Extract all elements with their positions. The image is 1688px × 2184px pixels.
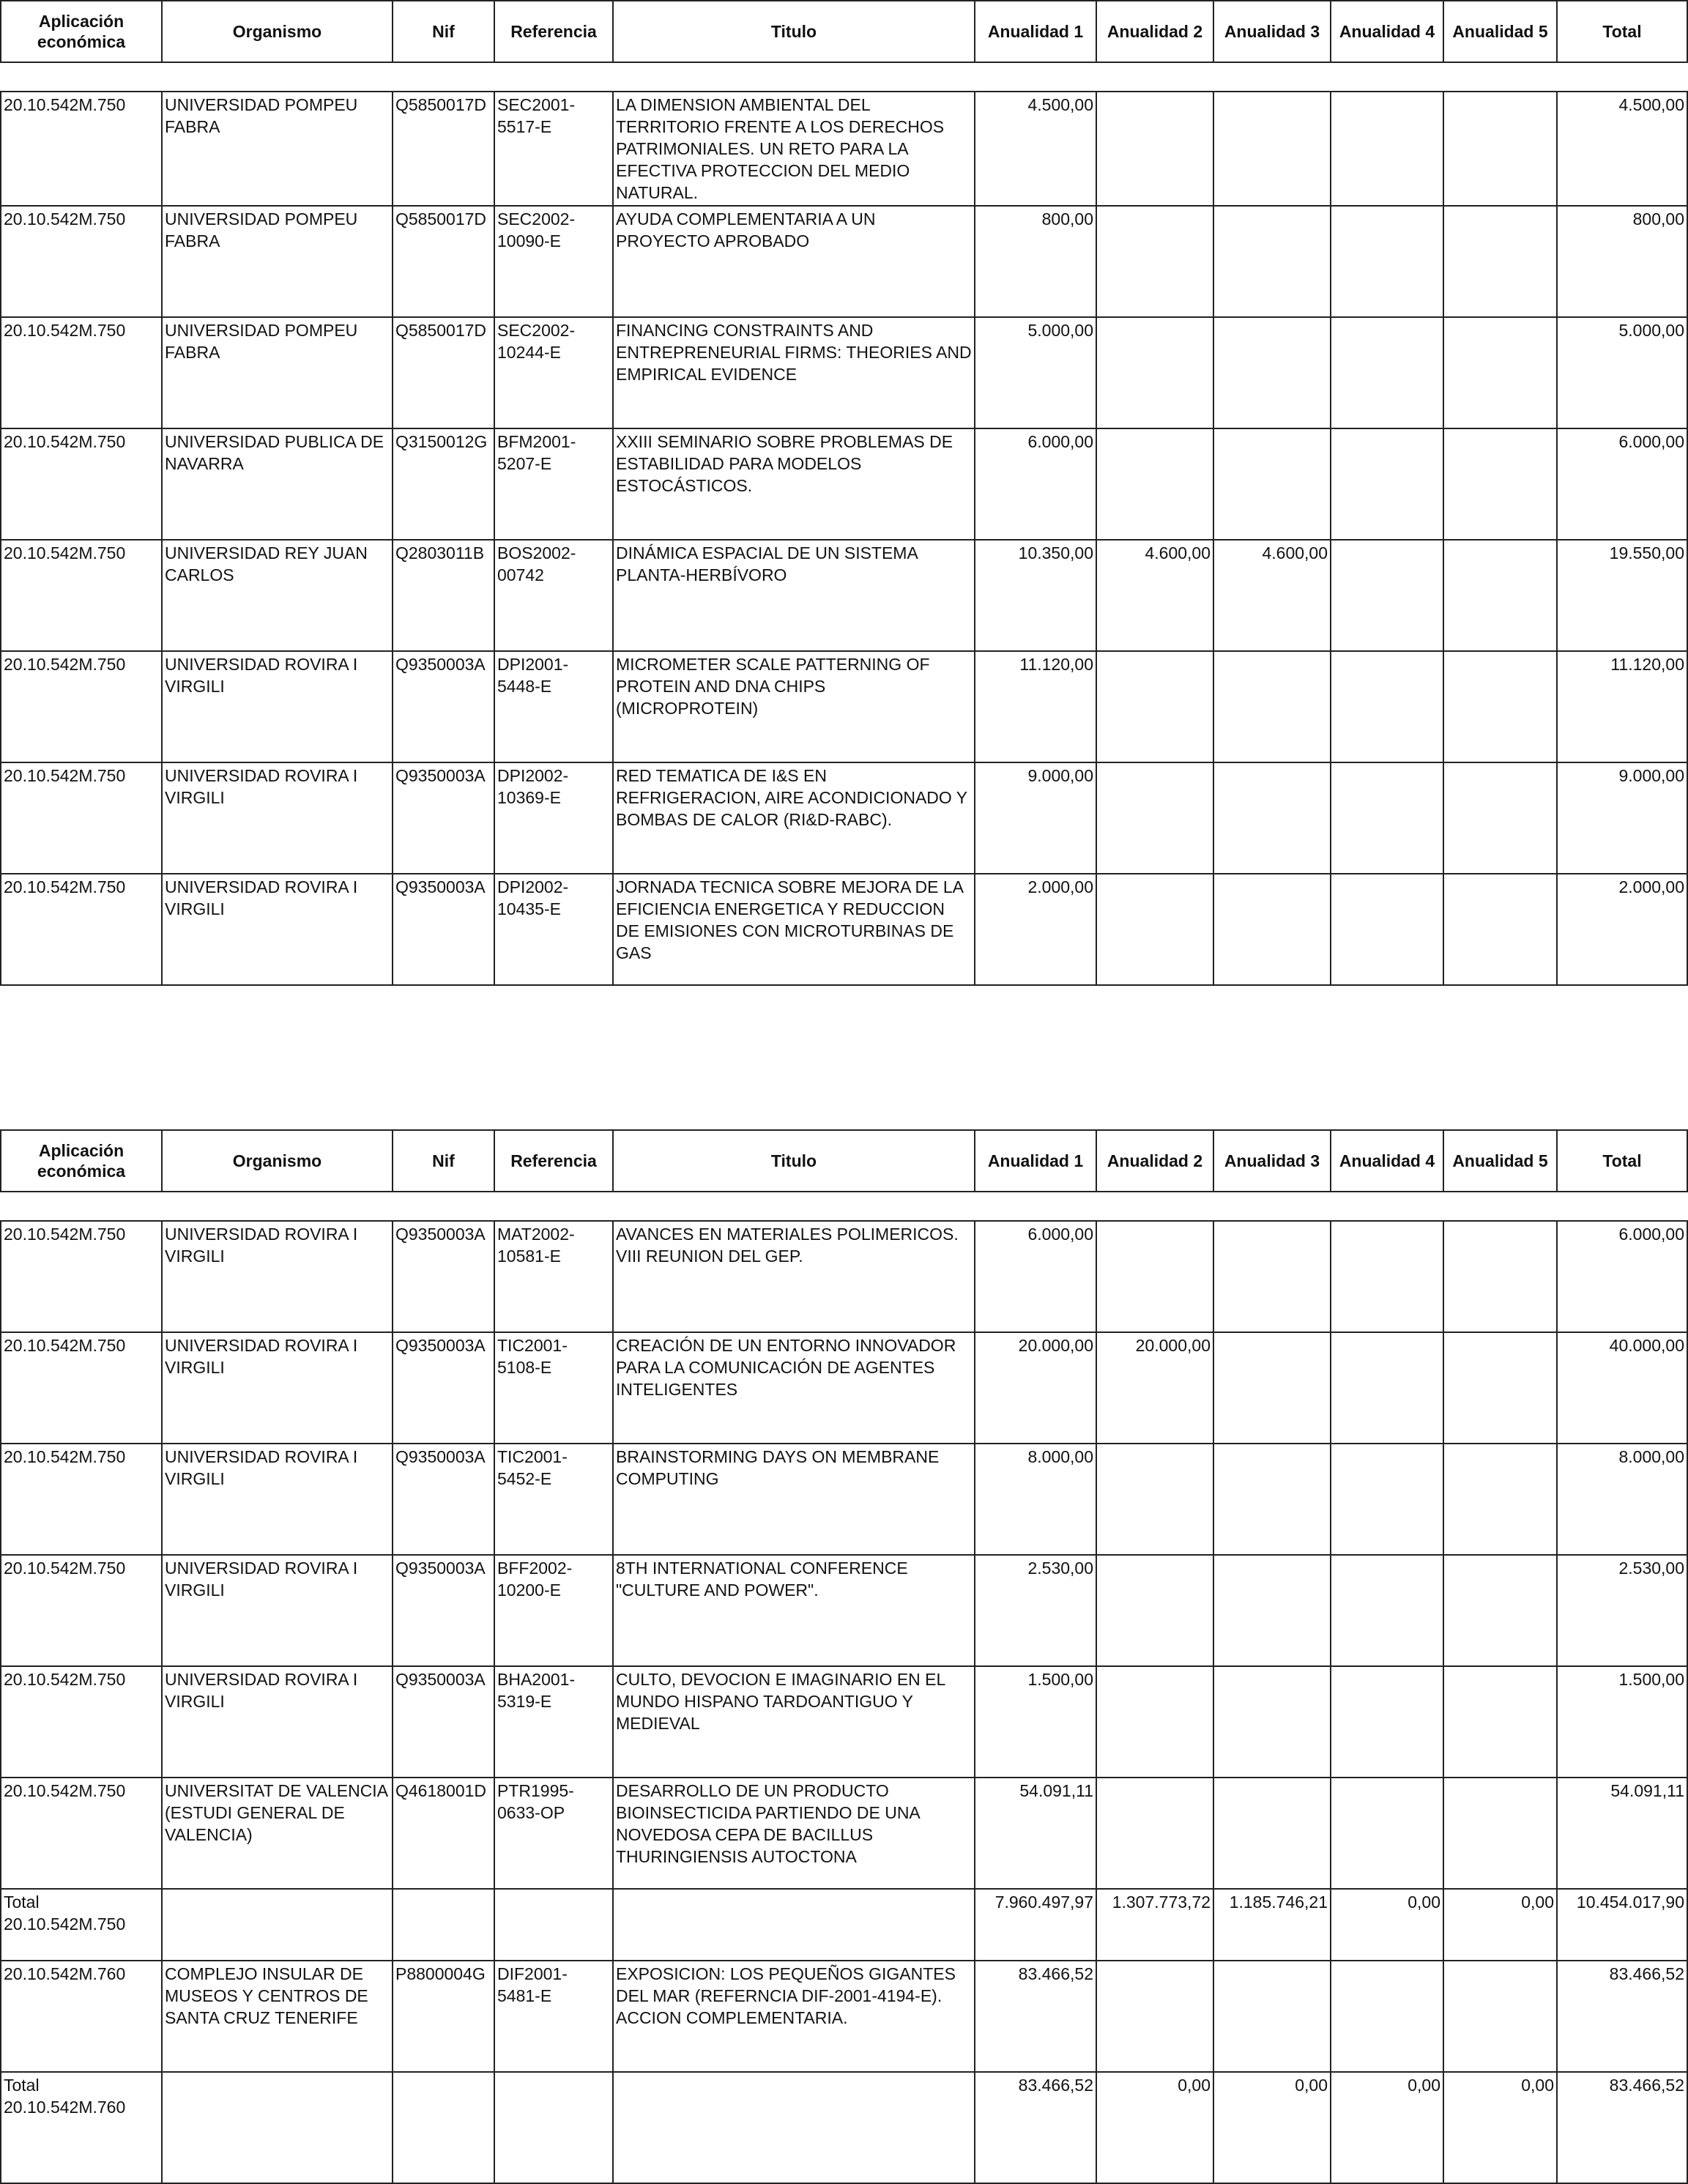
cell-anualidad-4 (1331, 651, 1443, 762)
cell-referencia (494, 1889, 613, 1961)
table-row (1, 428, 1687, 540)
cell-referencia: BFF2002-10200-E (494, 1555, 613, 1666)
cell-titulo: FINANCING CONSTRAINTS AND ENTREPRENEURIAL FIRMS: THEORIES AND EMPIRICAL EVIDENCE (613, 317, 975, 428)
cell-total: 6.000,00 (1557, 428, 1687, 540)
cell-nif (393, 1889, 494, 1961)
cell-anualidad-3 (1213, 874, 1331, 985)
cell-anualidad-4 (1331, 1961, 1443, 2072)
cell-anualidad-2 (1096, 651, 1213, 762)
table-row (1, 92, 1687, 206)
table-row (1, 1961, 1687, 2072)
cell-anualidad-2 (1096, 206, 1213, 317)
cell-referencia: BOS2002-00742 (494, 540, 613, 651)
cell-titulo: LA DIMENSION AMBIENTAL DEL TERRITORIO FRENTE A LOS DERECHOS PATRIMONIALES. UN RETO PARA LA EFECTIVA PROTECCION DEL MEDIO NATURAL. (613, 92, 975, 206)
cell-nif (393, 2072, 494, 2183)
cell-anualidad-1: 54.091,11 (975, 1778, 1096, 1889)
col-header-titulo: Titulo (613, 1130, 975, 1192)
cell-titulo: MICROMETER SCALE PATTERNING OF PROTEIN AND DNA CHIPS (MICROPROTEIN) (613, 651, 975, 762)
cell-anualidad-5 (1443, 651, 1557, 762)
cell-referencia: TIC2001-5452-E (494, 1444, 613, 1555)
header-row (1, 1130, 1687, 1192)
cell-aplicacion: 20.10.542M.750 (1, 1555, 162, 1666)
cell-titulo: DESARROLLO DE UN PRODUCTO BIOINSECTICIDA PARTIENDO DE UNA NOVEDOSA CEPA DE BACILLUS THURINGIENSIS AUTOCTONA (613, 1778, 975, 1889)
col-header-anualidad-1: Anualidad 1 (975, 1, 1096, 62)
cell-titulo: 8TH INTERNATIONAL CONFERENCE "CULTURE AND POWER". (613, 1555, 975, 1666)
cell-nif: Q4618001D (393, 1778, 494, 1889)
cell-aplicacion: 20.10.542M.750 (1, 874, 162, 985)
cell-anualidad-2 (1096, 1778, 1213, 1889)
cell-referencia (494, 2072, 613, 2183)
cell-nif: Q5850017D (393, 92, 494, 206)
cell-anualidad-4 (1331, 1332, 1443, 1444)
cell-nif: Q9350003A (393, 1666, 494, 1778)
table-row (1, 1555, 1687, 1666)
cell-anualidad-1: 1.500,00 (975, 1666, 1096, 1778)
cell-anualidad-2: 0,00 (1096, 2072, 1213, 2183)
cell-total: 2.000,00 (1557, 874, 1687, 985)
cell-aplicacion: Total 20.10.542M.750 (1, 1889, 162, 1961)
table-row (1, 540, 1687, 651)
col-header-anualidad-4: Anualidad 4 (1331, 1130, 1443, 1192)
cell-anualidad-2 (1096, 317, 1213, 428)
col-header-total: Total (1557, 1, 1687, 62)
cell-anualidad-5 (1443, 540, 1557, 651)
col-header-titulo: Titulo (613, 1, 975, 62)
cell-nif: Q9350003A (393, 1332, 494, 1444)
cell-aplicacion: 20.10.542M.750 (1, 1666, 162, 1778)
cell-total: 1.500,00 (1557, 1666, 1687, 1778)
section-1-body (0, 91, 1687, 986)
cell-referencia: BFM2001-5207-E (494, 428, 613, 540)
cell-anualidad-4 (1331, 317, 1443, 428)
cell-nif: Q9350003A (393, 1555, 494, 1666)
cell-anualidad-3 (1213, 651, 1331, 762)
col-header-organismo: Organismo (162, 1130, 393, 1192)
cell-anualidad-3 (1213, 1961, 1331, 2072)
table-row (1, 1332, 1687, 1444)
cell-anualidad-2 (1096, 1221, 1213, 1332)
col-header-referencia: Referencia (494, 1130, 613, 1192)
data-table-2 (0, 1220, 1688, 2184)
cell-total: 4.500,00 (1557, 92, 1687, 206)
cell-anualidad-3 (1213, 1555, 1331, 1666)
cell-total: 19.550,00 (1557, 540, 1687, 651)
cell-anualidad-1: 6.000,00 (975, 1221, 1096, 1332)
cell-organismo: UNIVERSIDAD ROVIRA I VIRGILI (162, 1555, 393, 1666)
table-row (1, 1221, 1687, 1332)
cell-anualidad-5 (1443, 1221, 1557, 1332)
cell-referencia: SEC2002-10244-E (494, 317, 613, 428)
cell-referencia: SEC2001-5517-E (494, 92, 613, 206)
cell-organismo: UNIVERSIDAD PUBLICA DE NAVARRA (162, 428, 393, 540)
cell-anualidad-3: 1.185.746,21 (1213, 1889, 1331, 1961)
cell-referencia: DIF2001-5481-E (494, 1961, 613, 2072)
cell-anualidad-2: 4.600,00 (1096, 540, 1213, 651)
cell-referencia: PTR1995-0633-OP (494, 1778, 613, 1889)
table-row (1, 317, 1687, 428)
cell-anualidad-4 (1331, 762, 1443, 874)
cell-anualidad-1: 83.466,52 (975, 2072, 1096, 2183)
cell-anualidad-3 (1213, 1444, 1331, 1555)
col-header-anualidad-5: Anualidad 5 (1443, 1130, 1557, 1192)
cell-anualidad-5 (1443, 1666, 1557, 1778)
col-header-anualidad-3: Anualidad 3 (1213, 1, 1331, 62)
cell-anualidad-4 (1331, 1555, 1443, 1666)
cell-total: 11.120,00 (1557, 651, 1687, 762)
cell-anualidad-5 (1443, 762, 1557, 874)
cell-anualidad-3: 0,00 (1213, 2072, 1331, 2183)
col-header-anualidad-2: Anualidad 2 (1096, 1, 1213, 62)
cell-titulo: DINÁMICA ESPACIAL DE UN SISTEMA PLANTA-HERBÍVORO (613, 540, 975, 651)
cell-titulo: RED TEMATICA DE I&S EN REFRIGERACION, AIRE ACONDICIONADO Y BOMBAS DE CALOR (RI&D-RABC). (613, 762, 975, 874)
section-2 (0, 1129, 1687, 1192)
cell-anualidad-4 (1331, 1444, 1443, 1555)
cell-anualidad-5 (1443, 317, 1557, 428)
cell-anualidad-4 (1331, 540, 1443, 651)
cell-anualidad-1: 11.120,00 (975, 651, 1096, 762)
cell-anualidad-3 (1213, 1332, 1331, 1444)
cell-total: 5.000,00 (1557, 317, 1687, 428)
col-header-nif: Nif (393, 1130, 494, 1192)
cell-anualidad-1: 2.530,00 (975, 1555, 1096, 1666)
cell-aplicacion: Total 20.10.542M.760 (1, 2072, 162, 2183)
col-header-anualidad-5: Anualidad 5 (1443, 1, 1557, 62)
cell-organismo: UNIVERSIDAD ROVIRA I VIRGILI (162, 1666, 393, 1778)
cell-organismo (162, 1889, 393, 1961)
cell-referencia: SEC2002-10090-E (494, 206, 613, 317)
cell-total: 83.466,52 (1557, 2072, 1687, 2183)
cell-nif: Q9350003A (393, 1221, 494, 1332)
cell-anualidad-1: 83.466,52 (975, 1961, 1096, 2072)
cell-anualidad-3 (1213, 206, 1331, 317)
cell-titulo (613, 2072, 975, 2183)
cell-anualidad-2 (1096, 428, 1213, 540)
cell-anualidad-3 (1213, 317, 1331, 428)
col-header-referencia: Referencia (494, 1, 613, 62)
cell-titulo: CULTO, DEVOCION E IMAGINARIO EN EL MUNDO HISPANO TARDOANTIGUO Y MEDIEVAL (613, 1666, 975, 1778)
cell-nif: Q3150012G (393, 428, 494, 540)
cell-organismo: UNIVERSIDAD POMPEU FABRA (162, 206, 393, 317)
col-header-organismo: Organismo (162, 1, 393, 62)
cell-aplicacion: 20.10.542M.750 (1, 317, 162, 428)
cell-anualidad-5 (1443, 1332, 1557, 1444)
data-table-1 (0, 91, 1688, 986)
cell-anualidad-1: 800,00 (975, 206, 1096, 317)
cell-anualidad-4 (1331, 206, 1443, 317)
cell-nif: Q5850017D (393, 317, 494, 428)
cell-organismo: UNIVERSIDAD ROVIRA I VIRGILI (162, 874, 393, 985)
cell-anualidad-3 (1213, 1778, 1331, 1889)
header-table-1 (0, 0, 1688, 63)
cell-nif: Q5850017D (393, 206, 494, 317)
cell-aplicacion: 20.10.542M.750 (1, 206, 162, 317)
cell-aplicacion: 20.10.542M.760 (1, 1961, 162, 2072)
section-2-body (0, 1220, 1687, 2184)
cell-titulo: AYUDA COMPLEMENTARIA A UN PROYECTO APROBADO (613, 206, 975, 317)
cell-anualidad-4 (1331, 428, 1443, 540)
cell-aplicacion: 20.10.542M.750 (1, 762, 162, 874)
table-row (1, 1444, 1687, 1555)
cell-anualidad-4: 0,00 (1331, 2072, 1443, 2183)
cell-anualidad-1: 5.000,00 (975, 317, 1096, 428)
cell-anualidad-2 (1096, 92, 1213, 206)
cell-anualidad-3 (1213, 92, 1331, 206)
cell-aplicacion: 20.10.542M.750 (1, 1778, 162, 1889)
cell-organismo: UNIVERSIDAD ROVIRA I VIRGILI (162, 1444, 393, 1555)
cell-titulo: XXIII SEMINARIO SOBRE PROBLEMAS DE ESTABILIDAD PARA MODELOS ESTOCÁSTICOS. (613, 428, 975, 540)
cell-referencia: DPI2001-5448-E (494, 651, 613, 762)
cell-anualidad-2 (1096, 874, 1213, 985)
col-header-nif: Nif (393, 1, 494, 62)
cell-organismo: COMPLEJO INSULAR DE MUSEOS Y CENTROS DE SANTA CRUZ TENERIFE (162, 1961, 393, 2072)
cell-anualidad-2: 1.307.773,72 (1096, 1889, 1213, 1961)
cell-total: 10.454.017,90 (1557, 1889, 1687, 1961)
cell-anualidad-2 (1096, 762, 1213, 874)
cell-referencia: MAT2002-10581-E (494, 1221, 613, 1332)
cell-anualidad-1: 10.350,00 (975, 540, 1096, 651)
cell-aplicacion: 20.10.542M.750 (1, 651, 162, 762)
col-header-anualidad-3: Anualidad 3 (1213, 1130, 1331, 1192)
cell-aplicacion: 20.10.542M.750 (1, 428, 162, 540)
cell-total: 8.000,00 (1557, 1444, 1687, 1555)
cell-organismo: UNIVERSIDAD ROVIRA I VIRGILI (162, 1332, 393, 1444)
cell-titulo (613, 1889, 975, 1961)
cell-total: 9.000,00 (1557, 762, 1687, 874)
cell-organismo (162, 2072, 393, 2183)
table-row (1, 206, 1687, 317)
cell-total: 2.530,00 (1557, 1555, 1687, 1666)
cell-anualidad-5 (1443, 1444, 1557, 1555)
cell-total: 83.466,52 (1557, 1961, 1687, 2072)
cell-anualidad-1: 2.000,00 (975, 874, 1096, 985)
cell-anualidad-1: 6.000,00 (975, 428, 1096, 540)
cell-aplicacion: 20.10.542M.750 (1, 1332, 162, 1444)
col-header-aplicacion: Aplicación económica (1, 1130, 162, 1192)
cell-anualidad-5 (1443, 428, 1557, 540)
cell-anualidad-5 (1443, 874, 1557, 985)
cell-anualidad-5 (1443, 1778, 1557, 1889)
cell-anualidad-5 (1443, 1555, 1557, 1666)
col-header-anualidad-4: Anualidad 4 (1331, 1, 1443, 62)
cell-organismo: UNIVERSIDAD REY JUAN CARLOS (162, 540, 393, 651)
cell-anualidad-5: 0,00 (1443, 2072, 1557, 2183)
cell-referencia: BHA2001-5319-E (494, 1666, 613, 1778)
cell-aplicacion: 20.10.542M.750 (1, 1221, 162, 1332)
cell-titulo: BRAINSTORMING DAYS ON MEMBRANE COMPUTING (613, 1444, 975, 1555)
cell-aplicacion: 20.10.542M.750 (1, 92, 162, 206)
cell-anualidad-1: 7.960.497,97 (975, 1889, 1096, 1961)
cell-anualidad-1: 8.000,00 (975, 1444, 1096, 1555)
table-row (1, 762, 1687, 874)
cell-organismo: UNIVERSIDAD ROVIRA I VIRGILI (162, 651, 393, 762)
cell-anualidad-2: 20.000,00 (1096, 1332, 1213, 1444)
cell-anualidad-2 (1096, 1444, 1213, 1555)
col-header-anualidad-1: Anualidad 1 (975, 1130, 1096, 1192)
cell-anualidad-1: 9.000,00 (975, 762, 1096, 874)
cell-titulo: CREACIÓN DE UN ENTORNO INNOVADOR PARA LA COMUNICACIÓN DE AGENTES INTELIGENTES (613, 1332, 975, 1444)
cell-total: 6.000,00 (1557, 1221, 1687, 1332)
table-row (1, 1778, 1687, 1889)
cell-anualidad-5 (1443, 92, 1557, 206)
cell-anualidad-1: 4.500,00 (975, 92, 1096, 206)
col-header-anualidad-2: Anualidad 2 (1096, 1130, 1213, 1192)
cell-referencia: DPI2002-10435-E (494, 874, 613, 985)
cell-titulo: EXPOSICION: LOS PEQUEÑOS GIGANTES DEL MAR (REFERNCIA DIF-2001-4194-E). ACCION COMPLEMENTARIA. (613, 1961, 975, 2072)
cell-nif: Q9350003A (393, 762, 494, 874)
col-header-aplicacion: Aplicación económica (1, 1, 162, 62)
cell-nif: Q9350003A (393, 651, 494, 762)
total-row (1, 1889, 1687, 1961)
header-table-2 (0, 1129, 1688, 1192)
cell-referencia: TIC2001-5108-E (494, 1332, 613, 1444)
cell-anualidad-3: 4.600,00 (1213, 540, 1331, 651)
table-row (1, 874, 1687, 985)
cell-nif: Q9350003A (393, 874, 494, 985)
header-row (1, 1, 1687, 62)
cell-anualidad-4 (1331, 1778, 1443, 1889)
total-row (1, 2072, 1687, 2183)
cell-anualidad-2 (1096, 1666, 1213, 1778)
cell-referencia: DPI2002-10369-E (494, 762, 613, 874)
cell-anualidad-1: 20.000,00 (975, 1332, 1096, 1444)
cell-anualidad-2 (1096, 1961, 1213, 2072)
cell-anualidad-3 (1213, 762, 1331, 874)
cell-anualidad-3 (1213, 428, 1331, 540)
cell-anualidad-4 (1331, 1666, 1443, 1778)
cell-anualidad-4 (1331, 1221, 1443, 1332)
cell-nif: P8800004G (393, 1961, 494, 2072)
cell-aplicacion: 20.10.542M.750 (1, 540, 162, 651)
section-1 (0, 0, 1687, 63)
cell-total: 54.091,11 (1557, 1778, 1687, 1889)
cell-organismo: UNIVERSIDAD POMPEU FABRA (162, 92, 393, 206)
col-header-total: Total (1557, 1130, 1687, 1192)
cell-anualidad-4: 0,00 (1331, 1889, 1443, 1961)
cell-aplicacion: 20.10.542M.750 (1, 1444, 162, 1555)
cell-anualidad-2 (1096, 1555, 1213, 1666)
cell-anualidad-3 (1213, 1221, 1331, 1332)
cell-titulo: JORNADA TECNICA SOBRE MEJORA DE LA EFICIENCIA ENERGETICA Y REDUCCION DE EMISIONES CON MICROTURBINAS DE GAS (613, 874, 975, 985)
cell-anualidad-4 (1331, 92, 1443, 206)
cell-organismo: UNIVERSITAT DE VALENCIA (ESTUDI GENERAL DE VALENCIA) (162, 1778, 393, 1889)
cell-anualidad-5 (1443, 1961, 1557, 2072)
cell-anualidad-5 (1443, 206, 1557, 317)
cell-nif: Q9350003A (393, 1444, 494, 1555)
cell-anualidad-3 (1213, 1666, 1331, 1778)
cell-titulo: AVANCES EN MATERIALES POLIMERICOS. VIII REUNION DEL GEP. (613, 1221, 975, 1332)
table-row (1, 1666, 1687, 1778)
cell-total: 40.000,00 (1557, 1332, 1687, 1444)
cell-anualidad-5: 0,00 (1443, 1889, 1557, 1961)
table-row (1, 651, 1687, 762)
cell-organismo: UNIVERSIDAD ROVIRA I VIRGILI (162, 1221, 393, 1332)
cell-organismo: UNIVERSIDAD ROVIRA I VIRGILI (162, 762, 393, 874)
cell-organismo: UNIVERSIDAD POMPEU FABRA (162, 317, 393, 428)
cell-nif: Q2803011B (393, 540, 494, 651)
cell-anualidad-4 (1331, 874, 1443, 985)
cell-total: 800,00 (1557, 206, 1687, 317)
